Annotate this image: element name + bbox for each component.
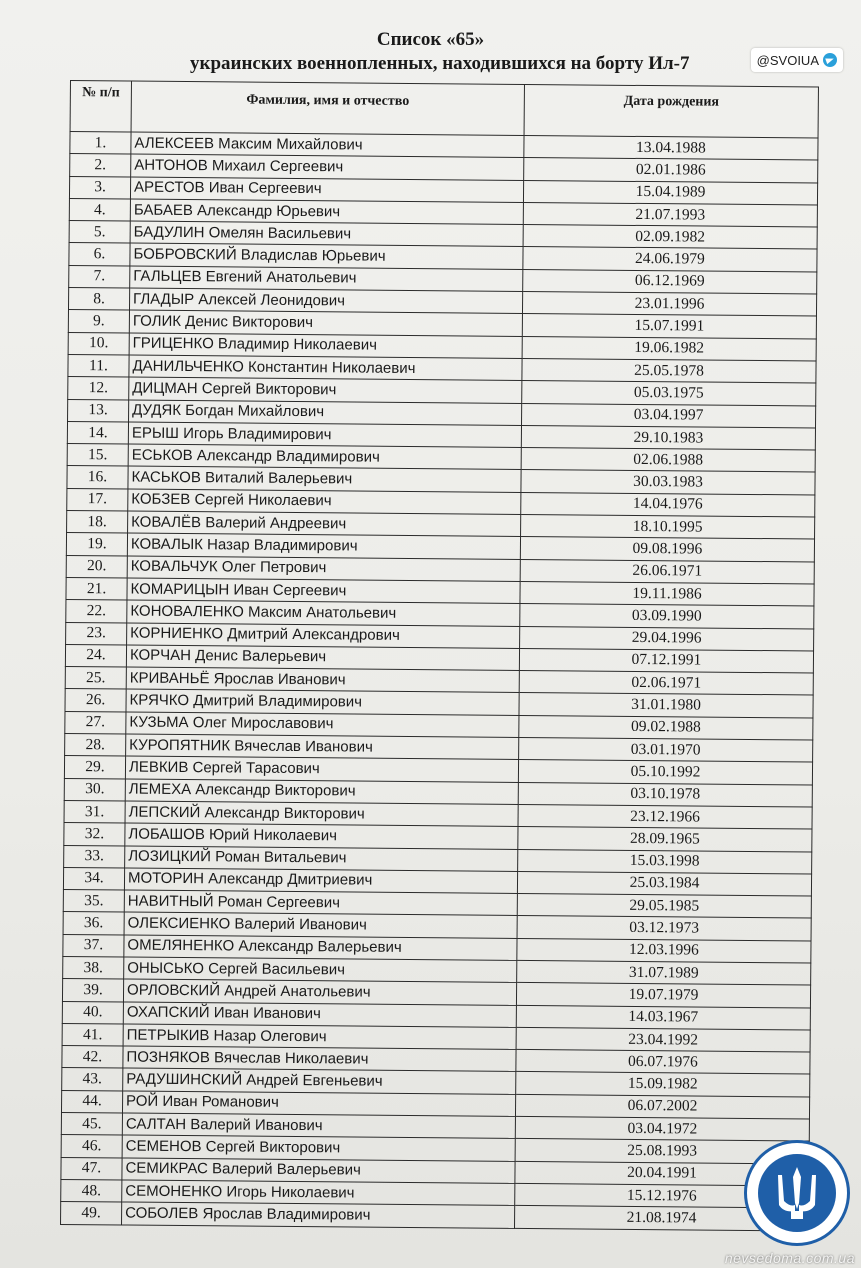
full-name: АЛЕКСЕЕВ Максим Михайлович	[131, 132, 524, 158]
row-number: 49.	[61, 1202, 122, 1225]
row-number: 7.	[69, 265, 130, 288]
full-name: ЛЕПСКИЙ Александр Викторович	[125, 801, 518, 827]
full-name: КРИВАНЬЁ Ярослав Иванович	[126, 667, 519, 693]
row-number: 42.	[62, 1046, 123, 1069]
full-name: ОХАПСКИЙ Иван Иванович	[123, 1002, 516, 1028]
birth-date: 15.04.1989	[523, 180, 817, 205]
full-name: НАВИТНЫЙ Роман Сергеевич	[124, 890, 517, 916]
birth-date: 02.09.1982	[523, 225, 817, 250]
row-number: 34.	[63, 867, 124, 890]
row-number: 21.	[66, 577, 127, 600]
document-title: Список «65»	[376, 29, 485, 50]
row-number: 12.	[68, 377, 129, 400]
row-number: 3.	[69, 176, 130, 199]
birth-date: 24.06.1979	[523, 247, 817, 272]
birth-date: 23.04.1992	[516, 1027, 810, 1052]
birth-date: 15.12.1976	[515, 1183, 809, 1208]
row-number: 45.	[61, 1113, 122, 1136]
birth-date: 03.12.1973	[517, 916, 811, 941]
birth-date: 13.04.1988	[524, 135, 818, 160]
watermark: nevsedoma.com.ua	[724, 1250, 855, 1266]
birth-date: 03.04.1997	[522, 403, 816, 428]
birth-date: 05.10.1992	[518, 760, 812, 785]
birth-date: 21.07.1993	[523, 202, 817, 227]
row-number: 14.	[67, 421, 128, 444]
full-name: ОМЕЛЯНЕНКО Александр Валерьевич	[124, 935, 517, 961]
full-name: КОБЗЕВ Сергей Николаевич	[128, 489, 521, 515]
birth-date: 06.07.2002	[515, 1094, 809, 1119]
birth-date: 09.08.1996	[520, 537, 814, 562]
row-number: 27.	[65, 711, 126, 734]
birth-date: 19.11.1986	[520, 581, 814, 606]
row-number: 38.	[63, 956, 124, 979]
birth-date: 25.08.1993	[515, 1139, 809, 1164]
birth-date: 02.06.1971	[519, 671, 813, 696]
row-number: 6.	[69, 243, 130, 266]
row-number: 28.	[65, 733, 126, 756]
row-number: 2.	[70, 154, 131, 177]
row-number: 5.	[69, 221, 130, 244]
birth-date: 07.12.1991	[519, 648, 813, 673]
birth-date: 29.04.1996	[520, 626, 814, 651]
row-number: 44.	[61, 1090, 122, 1113]
birth-date: 25.05.1978	[522, 358, 816, 383]
telegram-icon	[823, 53, 837, 67]
full-name: КОМАРИЦЫН Иван Сергеевич	[127, 578, 520, 604]
birth-date: 03.09.1990	[520, 604, 814, 629]
row-number: 37.	[63, 934, 124, 957]
row-number: 47.	[61, 1157, 122, 1180]
row-number: 11.	[68, 354, 129, 377]
birth-date: 14.03.1967	[516, 1005, 810, 1030]
row-number: 22.	[66, 600, 127, 623]
full-name: САЛТАН Валерий Иванович	[122, 1113, 515, 1139]
full-name: РОЙ Иван Романович	[122, 1091, 515, 1117]
birth-date: 19.07.1979	[516, 983, 810, 1008]
full-name: ОРЛОВСКИЙ Андрей Анатольевич	[123, 979, 516, 1005]
birth-date: 15.03.1998	[518, 849, 812, 874]
row-number: 1.	[70, 132, 131, 155]
channel-handle: @SVOIUA	[756, 52, 819, 68]
birth-date: 06.07.1976	[516, 1050, 810, 1075]
full-name: БОБРОВСКИЙ Владислав Юрьевич	[130, 244, 523, 270]
full-name: КАСЬКОВ Виталий Валерьевич	[128, 466, 521, 492]
birth-date: 25.03.1984	[517, 871, 811, 896]
birth-date: 30.03.1983	[521, 470, 815, 495]
birth-date: 03.04.1972	[515, 1116, 809, 1141]
birth-date: 23.01.1996	[522, 292, 816, 317]
birth-date: 09.02.1988	[519, 715, 813, 740]
full-name: ЛЕМЕХА Александр Викторович	[125, 779, 518, 805]
header-date: Дата рождения	[524, 84, 818, 138]
birth-date: 28.09.1965	[518, 827, 812, 852]
row-number: 18.	[67, 511, 128, 534]
full-name: ЕРЫШ Игорь Владимирович	[128, 422, 521, 448]
full-name: ЛОБАШОВ Юрий Николаевич	[125, 823, 518, 849]
row-number: 10.	[68, 332, 129, 355]
row-number: 26.	[65, 689, 126, 712]
table-header-row	[70, 81, 818, 139]
row-number: 29.	[64, 756, 125, 779]
full-name: ПОЗНЯКОВ Вячеслав Николаевич	[123, 1046, 516, 1072]
birth-date: 14.04.1976	[521, 492, 815, 517]
full-name: ГЛАДЫР Алексей Леонидович	[129, 288, 522, 314]
full-name: КОРЧАН Денис Валерьевич	[126, 645, 519, 671]
full-name: КОВАЛЬЧУК Олег Петрович	[127, 556, 520, 582]
birth-date: 19.06.1982	[522, 336, 816, 361]
full-name: ГОЛИК Денис Викторович	[129, 310, 522, 336]
birth-date: 02.01.1986	[524, 158, 818, 183]
row-number: 13.	[68, 399, 129, 422]
row-number: 30.	[64, 778, 125, 801]
birth-date: 21.08.1974	[514, 1206, 808, 1231]
full-name: ПЕТРЫКИВ Назар Олегович	[123, 1024, 516, 1050]
row-number: 43.	[62, 1068, 123, 1091]
row-number: 25.	[65, 667, 126, 690]
row-number: 17.	[67, 488, 128, 511]
row-number: 8.	[68, 288, 129, 311]
channel-badge	[751, 48, 843, 72]
full-name: СЕМИКРАС Валерий Валерьевич	[122, 1158, 515, 1184]
full-name: СЕМОНЕНКО Игорь Николаевич	[122, 1180, 515, 1206]
birth-date: 05.03.1975	[522, 381, 816, 406]
birth-date: 06.12.1969	[523, 269, 817, 294]
birth-date: 18.10.1995	[521, 514, 815, 539]
full-name: ОНЫСЬКО Сергей Васильевич	[124, 957, 517, 983]
full-name: СОБОЛЕВ Ярослав Владимирович	[122, 1202, 515, 1228]
row-number: 41.	[62, 1023, 123, 1046]
row-number: 36.	[63, 912, 124, 935]
full-name: ДИЦМАН Сергей Викторович	[129, 377, 522, 403]
full-name: ДАНИЛЬЧЕНКО Константин Николаевич	[129, 355, 522, 381]
full-name: МОТОРИН Александр Дмитриевич	[124, 868, 517, 894]
row-number: 32.	[64, 823, 125, 846]
row-number: 16.	[67, 466, 128, 489]
document-subtitle: украинских военнопленных, находившихся на борту Ил-7	[190, 53, 690, 74]
full-name: РАДУШИНСКИЙ Андрей Евгеньевич	[123, 1068, 516, 1094]
row-number: 48.	[61, 1179, 122, 1202]
row-number: 39.	[62, 979, 123, 1002]
full-name: ЕСЬКОВ Александр Владимирович	[128, 444, 521, 470]
birth-date: 02.06.1988	[521, 448, 815, 473]
birth-date: 12.03.1996	[517, 938, 811, 963]
full-name: ГРИЦЕНКО Владимир Николаевич	[129, 333, 522, 359]
full-name: КУЗЬМА Олег Мирославович	[126, 712, 519, 738]
birth-date: 26.06.1971	[520, 559, 814, 584]
row-number: 19.	[66, 533, 127, 556]
full-name: БАБАЕВ Александр Юрьевич	[130, 199, 523, 225]
birth-date: 15.09.1982	[516, 1072, 810, 1097]
row-number: 33.	[64, 845, 125, 868]
full-name: ГАЛЬЦЕВ Евгений Анатольевич	[130, 266, 523, 292]
full-name: АРЕСТОВ Иван Сергеевич	[130, 177, 523, 203]
birth-date: 20.04.1991	[515, 1161, 809, 1186]
row-number: 23.	[66, 622, 127, 645]
row-number: 15.	[67, 444, 128, 467]
full-name: БАДУЛИН Омелян Васильевич	[130, 221, 523, 247]
row-number: 4.	[69, 198, 130, 221]
header-num: № п/п	[70, 81, 131, 133]
full-name: КОРНИЕНКО Дмитрий Александрович	[127, 623, 520, 649]
full-name: ЛЕВКИВ Сергей Тарасович	[125, 756, 518, 782]
row-number: 40.	[62, 1001, 123, 1024]
birth-date: 15.07.1991	[522, 314, 816, 339]
birth-date: 31.01.1980	[519, 693, 813, 718]
birth-date: 03.10.1978	[518, 782, 812, 807]
birth-date: 29.10.1983	[521, 425, 815, 450]
full-name: ОЛЕКСИЕНКО Валерий Иванович	[124, 912, 517, 938]
row-number: 20.	[66, 555, 127, 578]
birth-date: 03.01.1970	[519, 737, 813, 762]
row-number: 24.	[65, 644, 126, 667]
row-number: 46.	[61, 1135, 122, 1158]
header-name: Фамилия, имя и отчество	[131, 81, 524, 135]
birth-date: 29.05.1985	[517, 894, 811, 919]
birth-date: 31.07.1989	[517, 960, 811, 985]
full-name: КОВАЛЁВ Валерий Андреевич	[128, 511, 521, 537]
full-name: АНТОНОВ Михаил Сергеевич	[131, 154, 524, 180]
row-number: 31.	[64, 800, 125, 823]
full-name: ДУДЯК Богдан Михайлович	[129, 400, 522, 426]
full-name: ЛОЗИЦКИЙ Роман Витальевич	[125, 846, 518, 872]
full-name: КОНОВАЛЕНКО Максим Анатольевич	[127, 600, 520, 626]
full-name: КРЯЧКО Дмитрий Владимирович	[126, 689, 519, 715]
row-number: 9.	[68, 310, 129, 333]
birth-date: 23.12.1966	[518, 804, 812, 829]
full-name: КУРОПЯТНИК Вячеслав Иванович	[126, 734, 519, 760]
full-name: СЕМЕНОВ Сергей Викторович	[122, 1135, 515, 1161]
trident-logo-icon	[744, 1140, 850, 1246]
full-name: КОВАЛЫК Назар Владимирович	[127, 533, 520, 559]
prisoner-table	[60, 80, 819, 1231]
row-number: 35.	[63, 890, 124, 913]
